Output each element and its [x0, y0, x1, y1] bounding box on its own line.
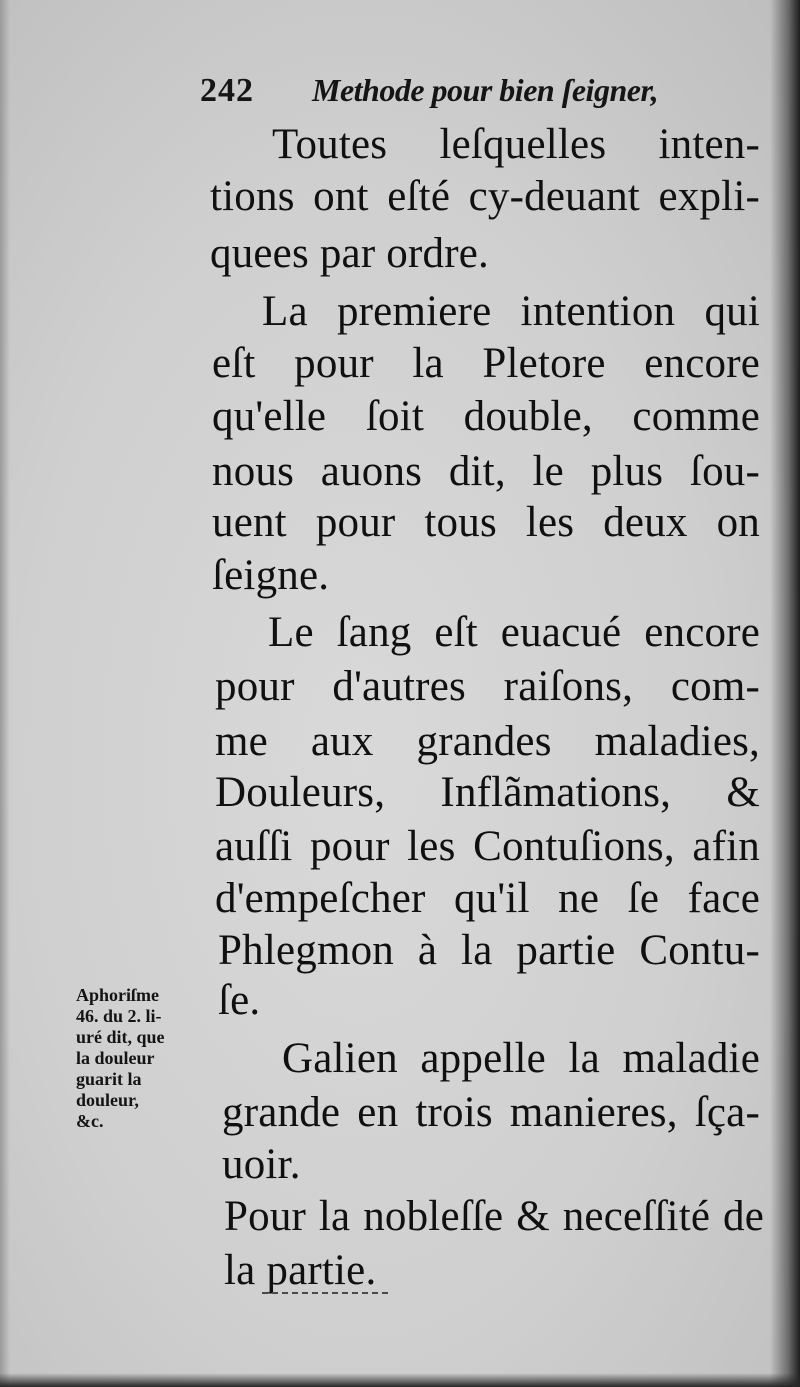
page-gutter-shadow: [770, 0, 800, 1387]
marginal-note-line: uré dit, que: [76, 1027, 165, 1047]
text-line: qu'elle ſoit double, comme: [212, 393, 760, 440]
text-line: Toutes leſquelles inten-: [272, 121, 760, 168]
marginal-note-line: 46. du 2. li-: [76, 1006, 162, 1026]
text-line: d'empeſcher qu'il ne ſe face: [215, 875, 760, 922]
text-line: uoir.: [222, 1141, 301, 1188]
text-line: me aux grandes maladies,: [215, 718, 760, 765]
text-line: Pour la nobleſſe & neceſſité de: [224, 1193, 764, 1240]
running-head: [200, 68, 720, 118]
text-line: uent pour tous les deux on: [212, 499, 760, 546]
text-line: nous auons dit, le plus ſou-: [212, 448, 760, 495]
text-line: la partie.: [224, 1247, 377, 1294]
page-left-edge: [0, 0, 10, 1387]
marginal-note-line: guarit la: [76, 1069, 142, 1089]
text-line: quees par ordre.: [210, 230, 489, 277]
text-line: eſt pour la Pletore encore: [212, 340, 760, 387]
text-line: pour d'autres raiſons, com-: [215, 663, 760, 710]
text-line: La premiere intention qui: [262, 288, 760, 335]
text-line: ſe.: [218, 977, 261, 1024]
marginal-note-line: &c.: [76, 1111, 104, 1131]
running-title: Methode pour bien ſeigner,: [312, 72, 659, 108]
marginal-note-line: Aphoriſme: [76, 985, 159, 1005]
text-line: ſeigne.: [212, 552, 330, 599]
marginal-note-line: douleur,: [76, 1090, 139, 1110]
underline-mark: [262, 1292, 388, 1294]
marginal-note: [76, 985, 210, 1132]
text-line: auſſi pour les Contuſions, afin: [215, 823, 760, 870]
text-line: Phlegmon à la partie Contu-: [218, 927, 760, 974]
marginal-note-line: la douleur: [76, 1048, 155, 1068]
text-line: grande en trois manieres, ſça-: [222, 1089, 760, 1136]
text-line: Le ſang eſt euacué encore: [268, 609, 760, 656]
text-line: Galien appelle la maladie: [282, 1035, 760, 1082]
text-line: tions ont eſté cy-deuant expli-: [210, 173, 760, 220]
text-line: Douleurs, Inflãmations, &: [215, 769, 760, 816]
page-number: 242: [200, 72, 254, 109]
page-bottom-edge: [0, 1373, 800, 1387]
